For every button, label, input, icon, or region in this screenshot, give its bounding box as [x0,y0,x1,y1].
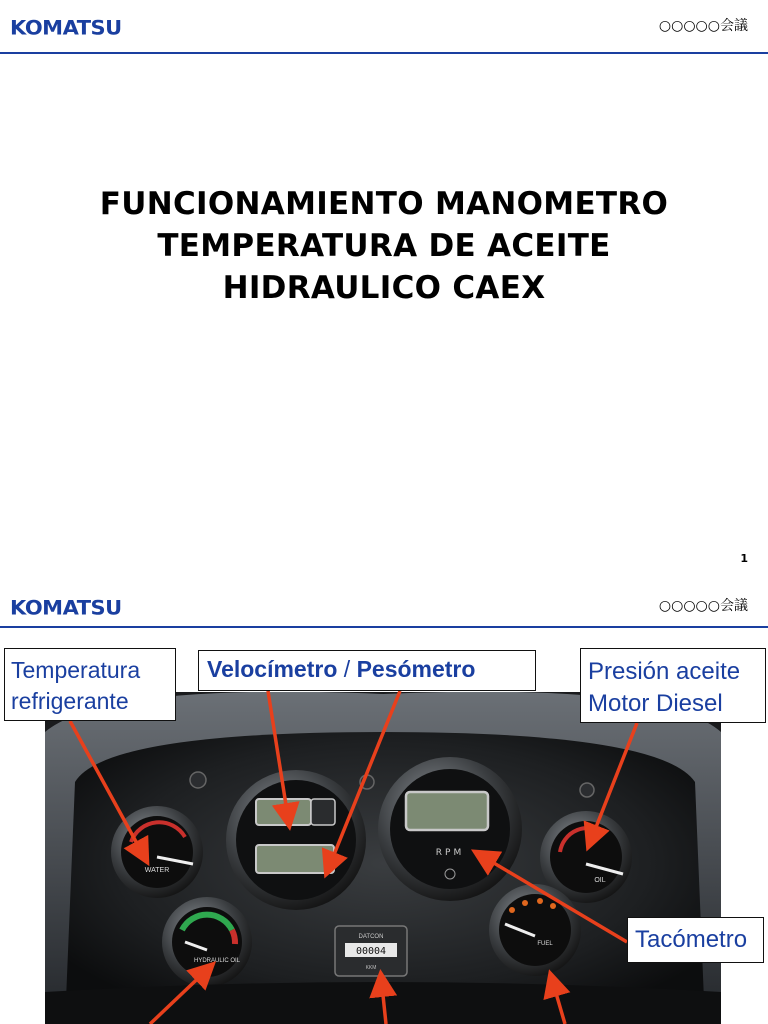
callout-pesometro: Pesómetro [356,656,476,682]
rpm-text: RPM [435,848,465,858]
meeting-label: ○○○○○会議 [658,598,748,614]
oil-gauge-text: OIL [594,877,606,884]
arrow-presion [589,723,637,845]
arrow-hourmeter [381,976,386,1024]
callout-velocimetro-pesometro [198,650,536,691]
komatsu-logo: KOMATSU [10,596,122,620]
hydraulic-gauge-text: HYDRAULIC OIL [193,958,241,964]
hourmeter-brand: DATCON [358,934,384,940]
callout-presion-aceite [580,648,766,723]
arrow-velocimetro [268,691,289,824]
arrow-pesometro [327,691,400,872]
header-rule [0,52,768,54]
arrow-fuel [551,976,565,1024]
hourmeter-unit: KKM [365,965,377,971]
dashboard-slide [0,580,768,1024]
callout-separator: / [337,656,357,682]
callout-temperatura-line-1: Temperatura [11,657,141,683]
slide-title [0,183,768,309]
title-line-2: TEMPERATURA DE ACEITE [157,228,611,264]
arrow-tacometro [477,853,627,942]
title-line-3: HIDRAULICO CAEX [222,270,546,306]
title-line-1: FUNCIONAMIENTO MANOMETRO [99,186,669,222]
page-number: 1 [740,552,748,565]
callout-velocimetro: Velocímetro [207,656,338,682]
callout-presion-line-2: Motor Diesel [588,690,723,717]
fuel-gauge-text: FUEL [537,941,553,947]
meeting-label: ○○○○○会議 [658,18,748,34]
callout-temperatura-refrigerante [4,648,176,721]
arrow-temperatura [70,721,146,860]
hourmeter-digits: 00004 [355,946,387,957]
komatsu-logo: KOMATSU [10,16,122,40]
water-gauge-text: WATER [144,867,170,874]
callout-presion-line-1: Presión aceite [588,658,741,685]
callout-tacometro: Tacómetro [627,917,764,963]
callout-temperatura-line-2: refrigerante [11,688,129,714]
arrow-hydraulic [150,966,211,1024]
